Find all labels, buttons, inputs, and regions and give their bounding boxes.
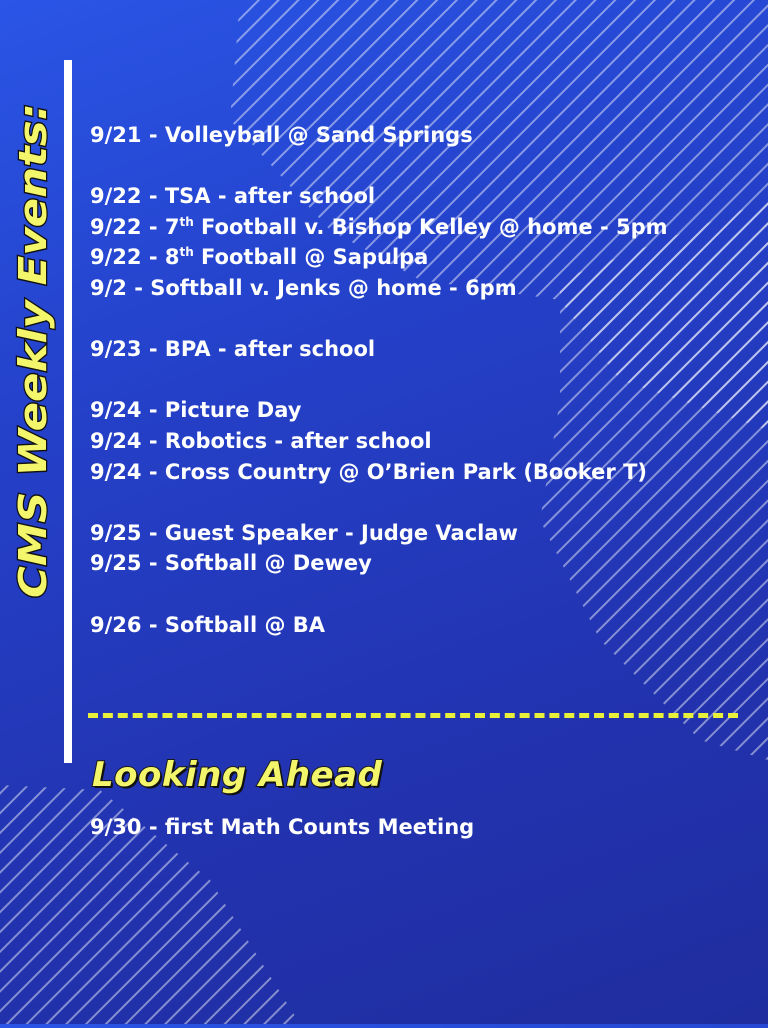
event-gap	[90, 365, 750, 396]
dashed-separator	[88, 713, 738, 718]
event-text: 9/26 - Softball @ BA	[90, 612, 326, 637]
event-text: 9/22 - 7	[90, 214, 180, 239]
events-list	[90, 120, 750, 640]
event-item	[90, 426, 750, 457]
event-text: 9/24 - Picture Day	[90, 398, 302, 423]
event-text: 9/22 - 8	[90, 245, 180, 270]
event-gap	[90, 579, 750, 610]
looking-ahead-item: 9/30 - first Math Counts Meeting	[90, 815, 475, 839]
event-item	[90, 120, 750, 151]
event-item	[90, 518, 750, 549]
event-item	[90, 548, 750, 579]
event-gap	[90, 151, 750, 182]
event-item	[90, 181, 750, 212]
event-gap	[90, 487, 750, 518]
event-text: 9/22 - TSA - after school	[90, 184, 376, 209]
event-text-rest: Football @ Sapulpa	[193, 245, 429, 270]
event-item	[90, 273, 750, 304]
event-text: 9/24 - Robotics - after school	[90, 428, 432, 453]
event-ordinal-suffix: th	[179, 214, 194, 229]
event-item	[90, 212, 750, 243]
side-title	[0, 0, 60, 1024]
vertical-divider	[64, 60, 72, 763]
side-title-text: CMS Weekly Events:	[11, 164, 55, 598]
event-text: 9/2 - Softball v. Jenks @ home - 6pm	[90, 275, 517, 300]
event-item	[90, 610, 750, 641]
event-ordinal-suffix: th	[179, 245, 194, 260]
event-text: 9/24 - Cross Country @ O’Brien Park (Booker T)	[90, 459, 648, 484]
event-item	[90, 457, 750, 488]
event-text: 9/25 - Guest Speaker - Judge Vaclaw	[90, 520, 518, 545]
event-text: 9/23 - BPA - after school	[90, 337, 376, 362]
event-text-rest: Football v. Bishop Kelley @ home - 5pm	[193, 214, 668, 239]
event-item	[90, 395, 750, 426]
event-text: 9/21 - Volleyball @ Sand Springs	[90, 123, 473, 147]
event-text: 9/25 - Softball @ Dewey	[90, 551, 372, 576]
event-item	[90, 242, 750, 273]
looking-ahead-title: Looking Ahead	[92, 755, 383, 795]
event-item	[90, 334, 750, 365]
event-gap	[90, 304, 750, 335]
